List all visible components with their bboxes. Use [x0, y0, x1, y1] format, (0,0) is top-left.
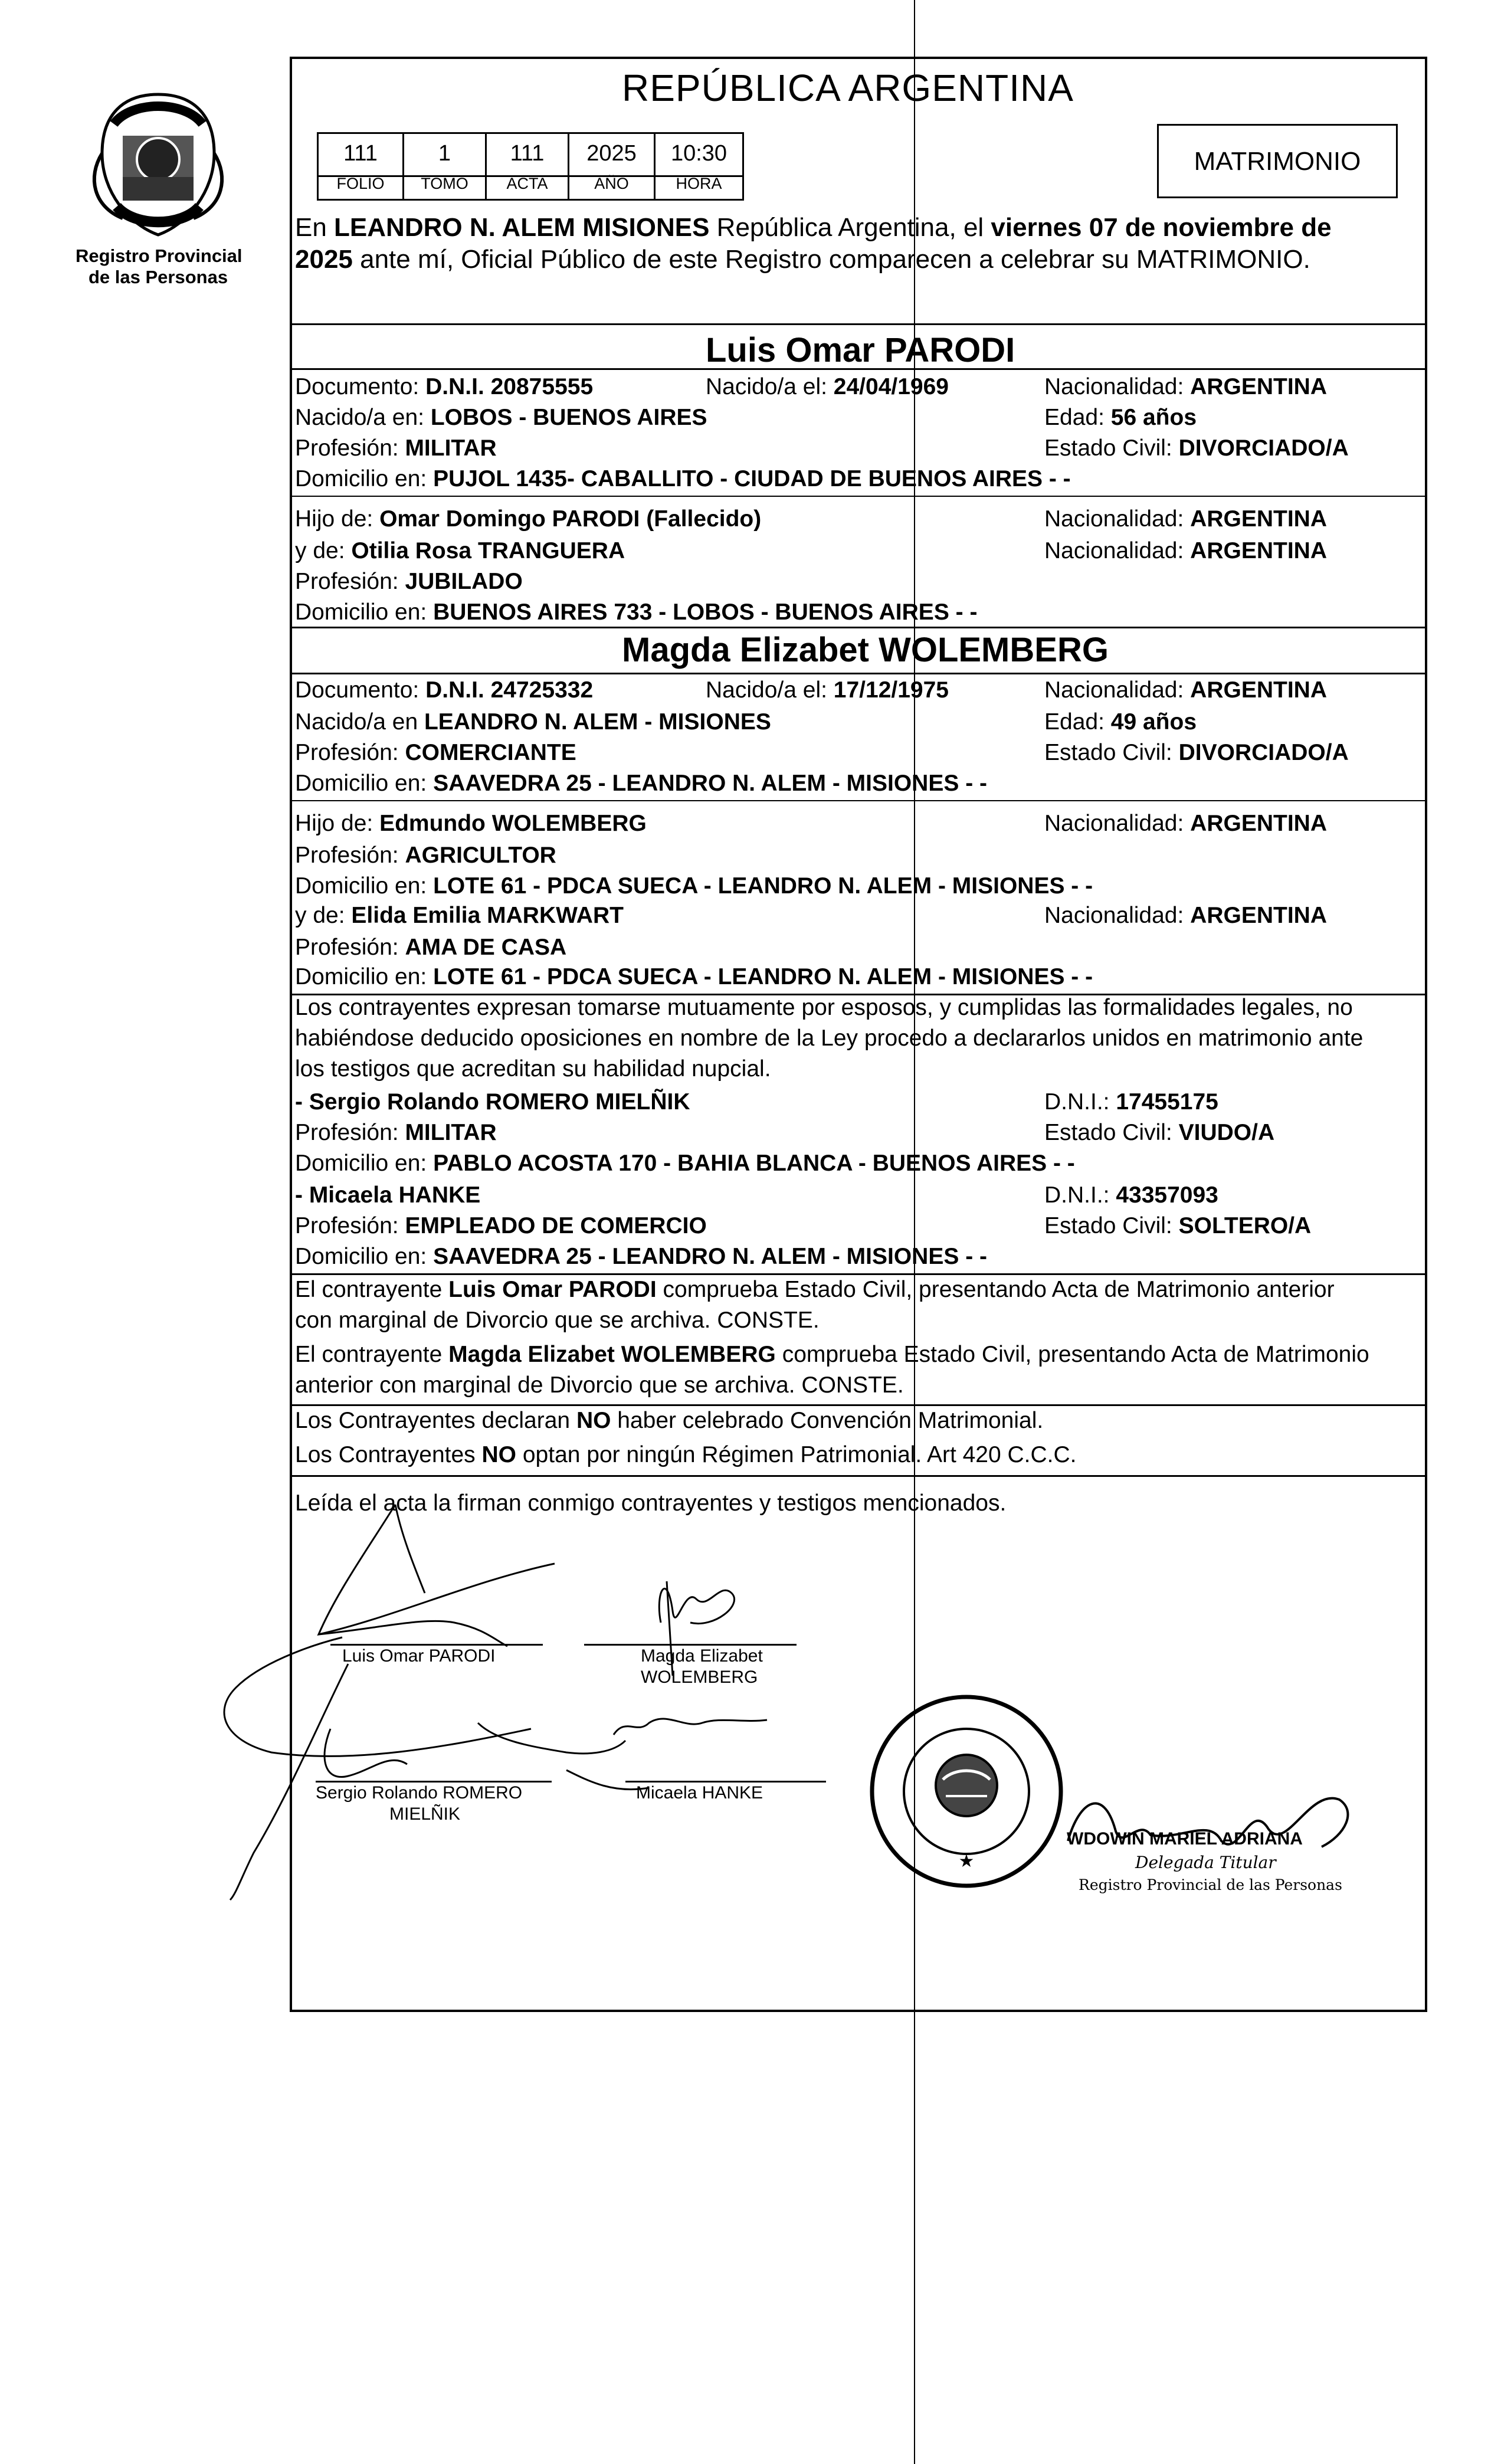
signature-label-witness1-line2: MIELÑIK: [389, 1804, 461, 1824]
signature-label-spouse2-line1: Magda Elizabet: [641, 1646, 763, 1666]
signature-label-spouse2-line2: WOLEMBERG: [641, 1667, 758, 1687]
spouse2-name: Magda Elizabet WOLEMBERG: [622, 631, 1109, 669]
spouse1-civil-status: Estado Civil: DIVORCIADO/A: [1044, 435, 1349, 461]
note-spouse1-line2: con marginal de Divorcio que se archiva. CONSTE.: [295, 1308, 820, 1333]
witness1-profession: Profesión: MILITAR: [295, 1120, 497, 1145]
spouse2-nationality: Nacionalidad: ARGENTINA: [1044, 677, 1328, 703]
note-spouse2-line2: anterior con marginal de Divorcio que se archiva. CONSTE.: [295, 1372, 904, 1398]
misiones-coat-of-arms: [87, 89, 229, 242]
signature-label-spouse1: Luis Omar PARODI: [342, 1646, 496, 1666]
spouse2-profession: Profesión: COMERCIANTE: [295, 740, 576, 765]
spouse2-mother-address: Domicilio en: LOTE 61 - PDCA SUECA - LEANDRO N. ALEM - MISIONES - -: [295, 964, 1093, 989]
signature-label-witness2: Micaela HANKE: [636, 1783, 763, 1803]
svg-text:★: ★: [958, 1851, 975, 1872]
spouse1-father: Hijo de: Omar Domingo PARODI (Fallecido): [295, 506, 762, 532]
spouse1-parent-profession: Profesión: JUBILADO: [295, 569, 523, 594]
spouse2-father-address: Domicilio en: LOTE 61 - PDCA SUECA - LEANDRO N. ALEM - MISIONES - -: [295, 873, 1093, 899]
note-spouse1-line1: El contrayente Luis Omar PARODI comprueba Estado Civil, presentando Acta de Matrimonio anterior: [295, 1277, 1335, 1302]
spouse2-age: Edad: 49 años: [1044, 709, 1197, 735]
closing-statement: Leída el acta la firman conmigo contrayentes y testigos mencionados.: [295, 1490, 1007, 1516]
intro-line-1: En LEANDRO N. ALEM MISIONES República Argentina, el viernes 07 de noviembre de: [295, 213, 1332, 242]
acta-cell: 111 ACTA: [487, 134, 569, 199]
registry-label-line2: de las Personas: [89, 267, 228, 287]
spouse2-birthplace: Nacido/a en LEANDRO N. ALEM - MISIONES: [295, 709, 771, 735]
spouse1-birthplace: Nacido/a en: LOBOS - BUENOS AIRES: [295, 405, 707, 430]
spouse2-father-profession: Profesión: AGRICULTOR: [295, 843, 556, 868]
registry-label-line1: Registro Provincial: [76, 245, 242, 266]
note-regime: Los Contrayentes NO optan por ningún Régimen Patrimonial. Art 420 C.C.C.: [295, 1442, 1077, 1467]
spouse1-age: Edad: 56 años: [1044, 405, 1197, 430]
witness2-profession: Profesión: EMPLEADO DE COMERCIO: [295, 1213, 707, 1238]
declaration-line-1: Los contrayentes expresan tomarse mutuamente por esposos, y cumplidas las formalidades legales, no: [295, 995, 1353, 1020]
intro-line-2: 2025 ante mí, Oficial Público de este Registro comparecen a celebrar su MATRIMONIO.: [295, 245, 1310, 274]
witness2-dni: D.N.I.: 43357093: [1044, 1182, 1218, 1208]
act-type-box: MATRIMONIO: [1157, 124, 1398, 198]
handwritten-signatures: [201, 1487, 850, 1959]
spouse2-father-nationality: Nacionalidad: ARGENTINA: [1044, 811, 1328, 836]
spouse1-address: Domicilio en: PUJOL 1435- CABALLITO - CIUDAD DE BUENOS AIRES - -: [295, 466, 1071, 492]
spouse1-document: Documento: D.N.I. 20875555: [295, 374, 594, 399]
spouse1-parents-address: Domicilio en: BUENOS AIRES 733 - LOBOS - BUENOS AIRES - -: [295, 599, 978, 625]
spouse1-name: Luis Omar PARODI: [706, 331, 1015, 369]
spouse2-civil-status: Estado Civil: DIVORCIADO/A: [1044, 740, 1349, 765]
witness1-civil-status: Estado Civil: VIUDO/A: [1044, 1120, 1275, 1145]
witness2-civil-status: Estado Civil: SOLTERO/A: [1044, 1213, 1312, 1238]
witness1-dni: D.N.I.: 17455175: [1044, 1089, 1218, 1115]
note-spouse2-line1: El contrayente Magda Elizabet WOLEMBERG comprueba Estado Civil, presentando Acta de Matrimonio: [295, 1342, 1369, 1367]
hora-cell: 10:30 HORA: [670, 141, 727, 192]
note-convention: Los Contrayentes declaran NO haber celebrado Convención Matrimonial.: [295, 1408, 1044, 1433]
witness2-address: Domicilio en: SAAVEDRA 25 - LEANDRO N. ALEM - MISIONES - -: [295, 1244, 988, 1269]
spouse1-mother: y de: Otilia Rosa TRANGUERA: [295, 538, 625, 563]
spouse2-birthdate: Nacido/a el: 17/12/1975: [706, 677, 949, 703]
witness1-name: - Sergio Rolando ROMERO MIELÑIK: [295, 1089, 690, 1115]
tomo-cell: 1 TOMO: [404, 134, 487, 199]
witness2-name: - Micaela HANKE: [295, 1182, 481, 1208]
official-organization: Registro Provincial de las Personas: [1079, 1876, 1342, 1893]
official-name: WDOWIN MARIEL ADRIANA: [1067, 1829, 1303, 1849]
spouse1-nationality: Nacionalidad: ARGENTINA: [1044, 374, 1328, 399]
delegation-round-stamp: [866, 1691, 1067, 1892]
folio-cell: 111 FOLIO: [319, 134, 404, 199]
country-title: REPÚBLICA ARGENTINA: [622, 67, 1074, 109]
declaration-line-2: habiéndose deducido oposiciones en nombre de la Ley procedo a declararlos unidos en matrimonio ante: [295, 1025, 1364, 1051]
spouse1-father-nationality: Nacionalidad: ARGENTINA: [1044, 506, 1328, 532]
official-title: Delegada Titular: [1135, 1853, 1276, 1872]
spouse2-document: Documento: D.N.I. 24725332: [295, 677, 594, 703]
spouse2-mother: y de: Elida Emilia MARKWART: [295, 903, 624, 928]
witness1-address: Domicilio en: PABLO ACOSTA 170 - BAHIA BLANCA - BUENOS AIRES - -: [295, 1151, 1075, 1176]
spouse2-address: Domicilio en: SAAVEDRA 25 - LEANDRO N. ALEM - MISIONES - -: [295, 771, 988, 796]
spouse1-birthdate: Nacido/a el: 24/04/1969: [706, 374, 949, 399]
spouse2-mother-profession: Profesión: AMA DE CASA: [295, 935, 567, 960]
act-data-table: [317, 132, 744, 201]
spouse2-father: Hijo de: Edmundo WOLEMBERG: [295, 811, 647, 836]
declaration-line-3: los testigos que acreditan su habilidad nupcial.: [295, 1056, 771, 1082]
spouse1-mother-nationality: Nacionalidad: ARGENTINA: [1044, 538, 1328, 563]
spouse2-mother-nationality: Nacionalidad: ARGENTINA: [1044, 903, 1328, 928]
signature-label-witness1-line1: Sergio Rolando ROMERO: [316, 1783, 523, 1803]
spouse1-profession: Profesión: MILITAR: [295, 435, 497, 461]
anio-cell: 2025 AÑO: [569, 134, 656, 199]
